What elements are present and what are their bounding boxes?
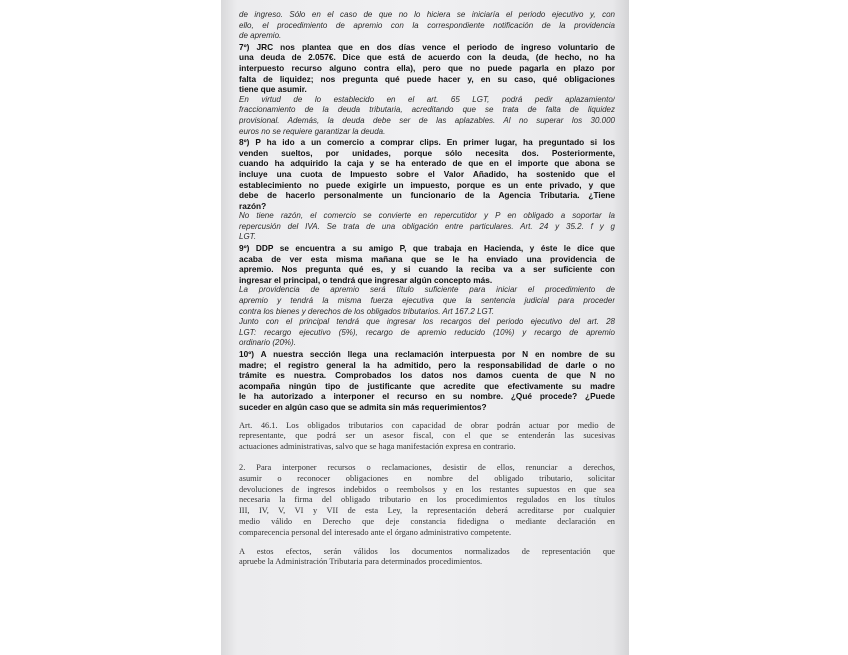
text-line: razón? [239, 200, 267, 211]
text-line: Junto con el principal tendrá que ingresar los recargos del periodo ejecutivo del art. 28 [239, 317, 615, 327]
law-article-46-2 [239, 463, 615, 539]
text-line: incluye una cuota de Impuesto sobre el Valor Añadido, ha sostenido que el [239, 168, 615, 179]
text-line: actuaciones administrativas, salvo que se haga manifestación expresa en contrario. [239, 442, 516, 452]
text-line: fraccionamiento de la deuda tributaria, acreditando que se trata de falta de liquidez [239, 105, 615, 115]
text-line: ordinario (20%). [239, 338, 296, 348]
text-line: venden sueltos, por unidades, porque sólo necesita dos. Posteriormente, [239, 147, 615, 158]
text-line: contra los bienes y derechos de los obligados tributarios. Art 167.2 LGT. [239, 306, 495, 316]
text-line: asumir o reconocer obligaciones en nombre del obligado tributario, solicitar [239, 473, 615, 483]
answer-6-tail [239, 10, 615, 42]
text-line: necesaria la firma del obligado tributario en los procedimientos regulados en los títulos [239, 495, 615, 505]
question-8 [239, 137, 615, 211]
text-line: 2. Para interponer recursos o reclamaciones, desistir de ellos, renunciar a derechos, [239, 462, 615, 472]
text-line: acompaña ningún tipo de justificante que acredite que efectivamente su madre [239, 380, 615, 391]
text-line: ello, el procedimiento de apremio con la correspondiente notificación de la providencia [239, 20, 615, 30]
text-line: debe de hacerlo personalmente un funcionario de la Agencia Tributaria. ¿Tiene [239, 190, 615, 201]
text-line: 9º) DDP se encuentra a su amigo P, que trabaja en Hacienda, y éste le dice que [239, 243, 615, 254]
spacer [239, 453, 615, 463]
answer-9 [239, 285, 615, 349]
text-line: representante, que podrá ser un asesor fiscal, con el que se entenderán las sucesivas [239, 431, 615, 441]
question-7 [239, 42, 615, 95]
text-line: interpuesto recurso alguno contra ella), pero que no puede pagarla en plazo por [239, 62, 615, 73]
text-line: III, IV, V, VI y VII de esta Ley, la representación deberá acreditarse por cualquier [239, 506, 615, 516]
text-line: devoluciones de ingresos indebidos o reembolsos y en los restantes supuestos en que sea [239, 484, 615, 494]
text-line: establecimiento no puede exigirle un impuesto, porque es un ente privado, y que [239, 179, 615, 190]
text-line: comparecencia personal del interesado ante el órgano administrativo competente. [239, 527, 512, 537]
document-page [221, 0, 629, 655]
text-line: La providencia de apremio será título suficiente para iniciar el procedimiento de [239, 285, 615, 295]
text-line: falta de liquidez; nos pregunta qué puede hacer y, en su caso, qué obligaciones [239, 73, 615, 84]
text-line: No tiene razón, el comercio se convierte en repercutidor y P en obligado a soportar la [239, 211, 615, 221]
text-line: Art. 46.1. Los obligados tributarios con capacidad de obrar podrán actuar por medio de [239, 420, 615, 430]
text-line: tiene que asumir. [239, 84, 307, 95]
question-9 [239, 243, 615, 285]
text-line: apremio. Nos pregunta qué es, y si cuando la reciba va a ser suficiente con [239, 264, 615, 275]
law-article-46-1 [239, 421, 615, 453]
text-line: En virtud de lo establecido en el art. 65 LGT, podrá pedir aplazamiento/ [239, 94, 615, 104]
text-line: cuando ha adquirido la caja y se ha enterado de que en el importe que abona se [239, 158, 615, 169]
text-line: repercusión del IVA. Se trata de una obligación entre particulares. Art. 24 y 35.2. f y g [239, 221, 615, 231]
text-line: de apremio. [239, 31, 282, 41]
text-line: de ingreso. Sólo en el caso de que no lo hiciera se iniciaría el periodo ejecutivo y, con [239, 10, 615, 19]
text-line: una deuda de 2.057€. Dice que está de acuerdo con la deuda, (de hecho, no ha [239, 52, 615, 63]
text-line: LGT. [239, 232, 257, 242]
answer-8 [239, 211, 615, 243]
question-10 [239, 349, 615, 413]
answer-7 [239, 95, 615, 137]
text-line: 8º) P ha ido a un comercio a comprar clips. En primer lugar, ha preguntado si los [239, 137, 615, 148]
text-line: provisional. Además, la deuda debe ser de las aplazables. Al no superar los 30.000 [239, 115, 615, 125]
text-line: medio válido en Derecho que deje constancia fidedigna o mediante declaración en [239, 516, 615, 526]
text-line: A estos efectos, serán válidos los documentos normalizados de representación que [239, 546, 615, 556]
law-article-46-closing [239, 547, 615, 569]
text-line: 10º) A nuestra sección llega una reclamación interpuesta por N en nombre de su [239, 349, 615, 359]
text-line: madre; el registro general la ha admitido, pero la responsabilidad de darle o no [239, 359, 615, 370]
text-line: euros no se requiere garantizar la deuda. [239, 126, 386, 136]
text-line: 7º) JRC nos plantea que en dos días vence el periodo de ingreso voluntario de [239, 41, 615, 52]
text-line: trámite es nuestra. Comprobados los datos nos damos cuenta de que N no [239, 370, 615, 381]
text-line: apremio y tendrá la misma fuerza ejecutiva que la sentencia judicial para proceder [239, 296, 615, 306]
text-line: suceder en algún caso que se admita sin más requerimientos? [239, 401, 487, 412]
text-line: le ha autorizado a interponer el recurso en su nombre. ¿Qué procede? ¿Puede [239, 391, 615, 402]
text-line: acaba de ver esta misma mañana que se le ha enviado una providencia de [239, 253, 615, 264]
text-line: apruebe la Administración Tributaria para determinados procedimientos. [239, 557, 483, 567]
spacer [239, 539, 615, 547]
text-line: LGT: recargo ejecutivo (5%), recargo de apremio reducido (10%) y recargo de apremio [239, 327, 615, 337]
spacer [239, 413, 615, 421]
text-line: ingresar el principal, o tendrá que ingresar algún concepto más. [239, 274, 493, 285]
